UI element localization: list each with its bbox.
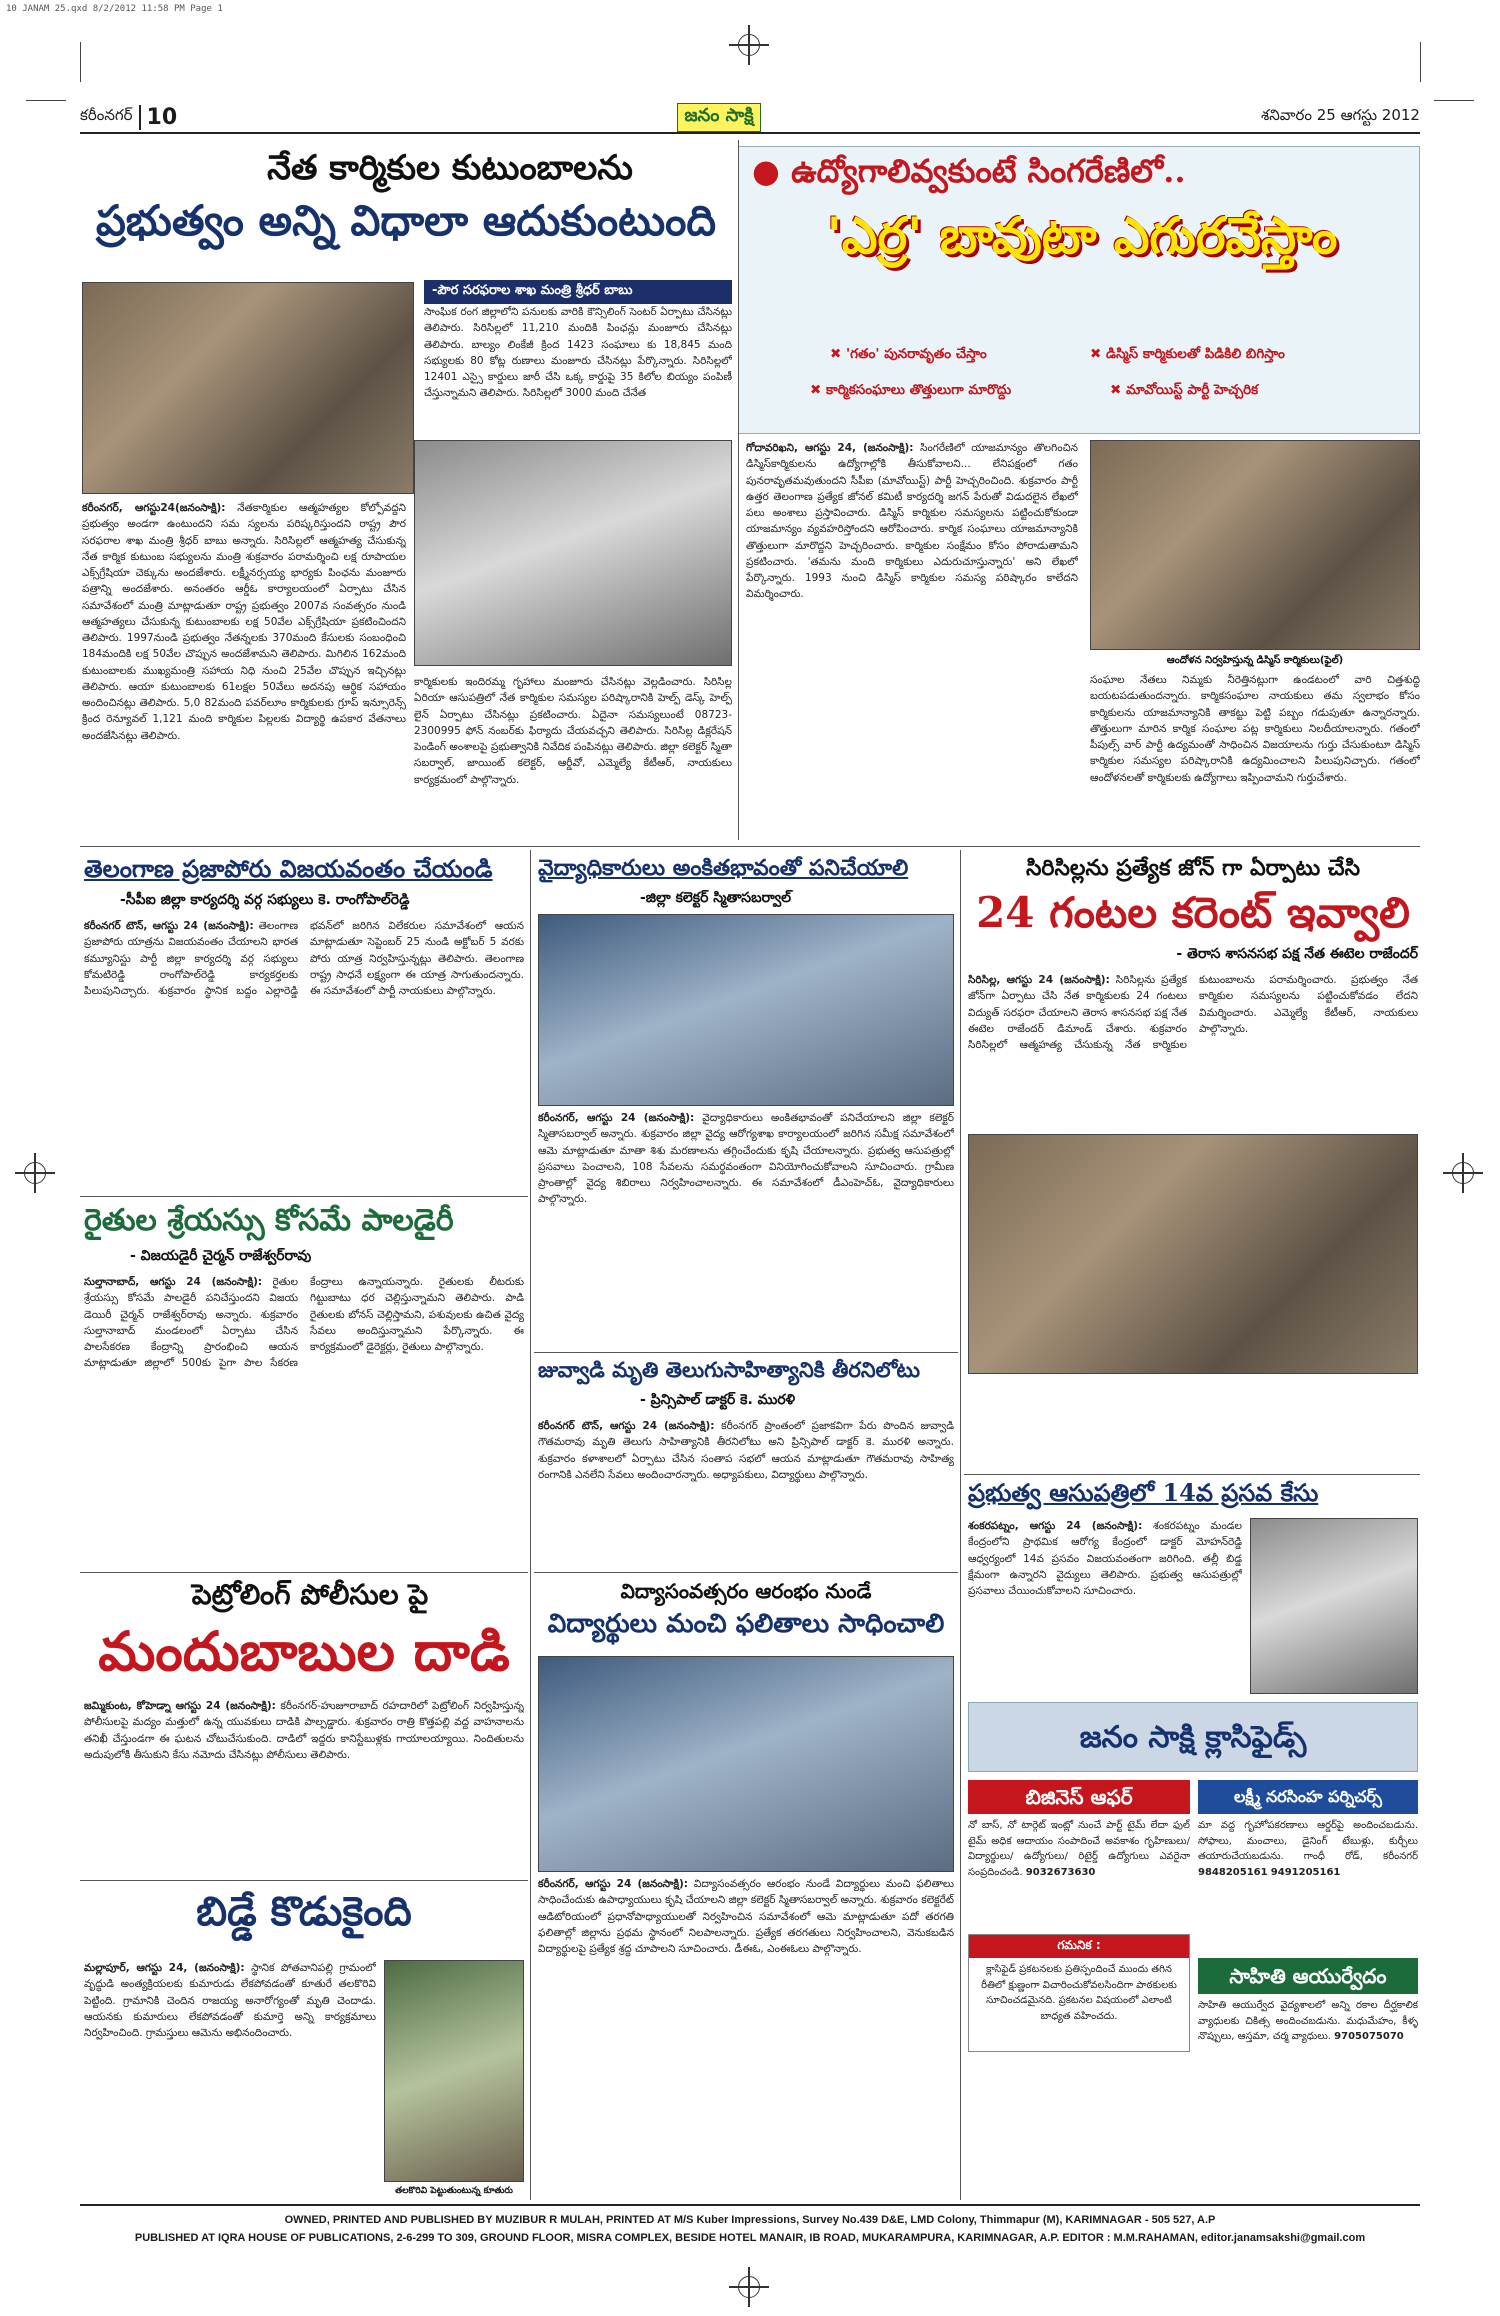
story1-headline-line1: నేత కార్మికుల కుటుంబాలను [267,148,633,188]
business-offer-body [968,1818,1190,1930]
story9-kicker: విద్యాసంవత్సరం ఆరంభం నుండే [620,1579,872,1603]
story5-body-text: కరీంనగర్-హుజూరాబాద్ రహదారిలో పెట్రోలింగ్ నిర్వహిస్తున్న పోలీసులపై మద్యం మత్తులో ఉన్న యువకులు దాడికి పాల్పడ్డారు. శుక్రవారం రాత్రి కొత్తపల్లి వద్ద వాహనాలను తనిఖీ చేస్తుండగా ఈ ఘటన చోటుచేసుకుంది. దాడిలో ఇద్దరు కానిస్టేబుళ్లకు గాయాలయ్యాయి. నిందితులను అదుపులోకి తీసుకుని కేసు నమోదు చేసినట్లు పోలీసులు తెలిపారు. [84,1700,524,1761]
story10-kicker: సిరిసిల్లను ప్రత్యేక జోన్ గా ఏర్పాటు చేసి [1025,855,1361,881]
story10-body-text: సిరిసిల్లను ప్రత్యేక జోన్‌గా ఏర్పాటు చేసి నేత కార్మికులకు 24 గంటలు విద్యుత్ సరఫరా చేయాలని తెరాస శాసనసభ పక్ష నేత ఈటెల రాజేందర్ డిమాండ్ చేశారు. శుక్రవారం సిరిసిల్లలో ఆత్మహత్య చేసుకున్న నేత కార్మికుల కుటుంబాలను పరామర్శించారు. ప్రభుత్వం నేత కార్మికుల సమస్యలను పట్టించుకోవడం లేదని విమర్శించారు. ఎమ్మెల్యే కేటీఆర్, నాయకులు పాల్గొన్నారు. [968,974,1418,1052]
page-number: 10 [139,105,178,130]
story1-body-left [82,500,406,834]
story2-headline: 'ఎర్ర' బావుటా ఎగురవేస్తాం [826,206,1338,265]
crop-mark [80,42,81,82]
story7-headline: వైద్యాధికారులు అంకితభావంతో పనిచేయాలి [538,855,909,881]
divider [964,1474,1420,1475]
story6-body-text: స్థానిక పోతవానిపల్లి గ్రామంలో వృద్ధుడి అంత్యక్రియలకు కుమారుడు లేకపోవడంతో కూతురే తలకొరివి పెట్టింది. గ్రామానికి చెందిన రాజయ్య అనారోగ్యంతో మృతి చెందాడు. ఆయనకు కుమారులు లేకపోవడంతో కుమార్తె అన్ని కార్యక్రమాలు నిర్వహించింది. గ్రామస్తులు ఆమెను అభినందించారు. [84,1962,376,2040]
story2-photo-caption: ఆందోళన నిర్వహిస్తున్న డిస్మిస్ కార్మికులు(ఫైల్) [1166,655,1344,666]
story2-body-2: సంఘాల నేతలు నిమ్మకు నీరెత్తినట్లుగా ఉండటంలో వారి చిత్తశుద్ధి బయటపడుతుందన్నారు. కార్మికసంఘాల నాయకులు తమ స్వలాభం కోసం కార్మికులను యాజమాన్యానికి తాకట్టు పెట్టి పబ్బం గడుపుతూ ఉన్నారన్నారు. తొత్తులుగా మారిన కార్మిక సంఘాల పట్ల కార్మికులు నిలదీయాలన్నారు. గతంలో పీపుల్స్ వార్ పార్టీ ఉద్యమంతో సాధించిన విజయాలను గుర్తు చేసుకుంటూ డిస్మిస్ కార్మికుల సమస్యల పరిష్కారానికి ఉద్యమించాలని పిలుపునిచ్చారు. గతంలో ఆందోళనలతో కార్మికులకు ఉద్యోగాలు ఇప్పించామని గుర్తుచేశారు. [1090,674,1420,784]
section-divider [80,846,1420,847]
story5-dateline: జమ్మికుంట, కోహెడ్నా ఆగస్టు 24 (జనంసాక్షి): [84,1700,276,1712]
story9-dateline: కరీంనగర్, ఆగస్టు 24 (జనంసాక్షి): [538,1878,688,1890]
imprint-line-1: OWNED, PRINTED AND PUBLISHED BY MUZIBUR R MULAH, PRINTED AT M/S Kuber Impressions, Survey No.439 D&E, LMD Colony, Thimmapur (M), KARIMNAGAR - 505 527, A.P [284,2214,1216,2226]
story7-body [538,1110,954,1348]
story1-headline-line2: ప్రభుత్వం అన్ని విధాలా ఆదుకుంటుంది [95,196,717,245]
divider [534,1572,958,1573]
sahithi-ayurvedam-title: సాహితి ఆయుర్వేదం [1198,1958,1418,1994]
story1-byline: -పౌర సరఫరాల శాఖ మంత్రి శ్రీధర్ బాబు [424,280,732,304]
page-header [80,102,1420,134]
story10-dateline: సిరిసిల్ల, ఆగస్టు 24 (జనంసాక్షి): [968,974,1110,986]
story2-point-2: ✖ డిస్మిస్ కార్మికులతో పిడికిలి బిగిస్తాం [1090,346,1285,362]
divider [80,1196,528,1197]
registration-mark-top [738,34,760,56]
story6-photo [384,1960,524,2182]
lakshmi-furniture-body [1198,1818,1418,1950]
sahithi-ayurvedam-body [1198,1998,1418,2114]
story11-headline: ప్రభుత్వ ఆసుపత్రిలో 14వ ప్రసవ కేసు [968,1478,1319,1507]
story5-headline: మందుబాబుల దాడి [98,1619,510,1683]
story2-dateline: గోదావరిఖని, ఆగస్టు 24, (జనంసాక్షి): [746,442,914,454]
lakshmi-furniture-phone1: 9848205161 [1198,1866,1268,1878]
story10-photo [968,1134,1418,1374]
story2-point-3: ✖ కార్మికసంఘాలు తొత్తులుగా మారొద్దు [810,382,1012,398]
story2-point-3-text: కార్మికసంఘాలు తొత్తులుగా మారొద్దు [826,382,1012,398]
lakshmi-furniture-text: మా వద్ద గృహోపకరణాలు ఆర్డర్‌పై అందించబడును. సోఫాలు, మంచాలు, డైనింగ్ టేబుళ్లు, కుర్చీలు తయారుచేయబడును. [1198,1820,1418,1862]
story9-body [538,1876,954,2200]
lakshmi-furniture-phone2: 9491205161 [1270,1866,1341,1878]
story1-body-right: సాంఘిక రంగ జిల్లాలోని పనులకు వారికి కౌన్సిలింగ్ సెంటర్ ఏర్పాటు చేసినట్లు తెలిపారు. సిరిసిల్లలో 11,210 మందికి పింఛన్లు మంజూరు చేసినట్లు తెలిపారు. బాల్యం లింకేజీ క్రింద 1423 సంఘాలు కు 18,845 మంది సభ్యులకు 80 కోట్ల రుణాలు మంజూరు చేసినట్లు పేర్కొన్నారు. సిరిసిల్లలో 12401 ఎస్సై కార్డులు జారీ చేసి ఒక్క కార్డుపై 35 కిలోల బియ్యం పంపిణీ చేస్తున్నామని తెలిపారు. సిరిసిల్లలో 3000 మంది చేనేత [424,306,732,400]
district-name: కరీంనగర్ [80,106,133,124]
story3-body-text: తెలంగాణ ప్రజాపోరు యాత్రను విజయవంతం చేయాలని భారత కమ్యూనిస్టు పార్టీ జిల్లా కార్యదర్శి వర్గ సభ్యులు కోమటిరెడ్డి రాంగోపాల్‌రెడ్డి కార్యకర్తలకు పిలుపునిచ్చారు. శుక్రవారం స్థానిక బద్దం ఎల్లారెడ్డి భవన్‌లో జరిగిన విలేకరుల సమావేశంలో ఆయన మాట్లాడుతూ సెప్టెంబర్ 25 నుండి అక్టోబర్ 5 వరకు పోరు యాత్ర నిర్వహిస్తున్నట్లు తెలిపారు. తెలంగాణ రాష్ట్ర సాధనే లక్ష్యంగా ఈ యాత్ర సాగుతుందన్నారు. ఈ సమావేశంలో పార్టీ నాయకులు పాల్గొన్నారు. [84,920,524,998]
story8-byline: - ప్రిన్సిపాల్ డాక్టర్ కె. మురళి [640,1392,796,1408]
story8-headline: జువ్వాడి మృతి తెలుగుసాహిత్యానికి తీరనిలోటు [538,1357,921,1382]
story9-body-text: విద్యాసంవత్సరం ఆరంభం నుండే విద్యార్థులు మంచి ఫలితాలు సాధించేందుకు ఉపాధ్యాయులు కృషి చేయాలని జిల్లా కలెక్టర్ స్మితాసబర్వాల్ అన్నారు. శుక్రవారం కలెక్టరేట్ ఆడిటోరియంలో ప్రధానోపాధ్యాయులతో నిర్వహించిన సమావేశంలో ఆమె మాట్లాడుతూ పదో తరగతి ఫలితాల్లో జిల్లాను ప్రథమ స్థానంలో నిలపాలన్నారు. ప్రత్యేక తరగతులు నిర్వహించాలని, వెనుకబడిన విద్యార్థులపై ప్రత్యేక శ్రద్ధ చూపాలని సూచించారు. డీఈఓ, ఎంఈఓలు పాల్గొన్నారు. [538,1878,954,1956]
story2-kicker-text: ఉద్యోగాలివ్వకుంటే సింగరేణిలో.. [791,152,1186,190]
story6-dateline: మల్లాపూర్‌, ఆగస్టు 24, (జనంసాక్షి): [84,1962,245,1974]
story2-photo [1090,440,1420,650]
story10-byline: - తెరాస శాసనసభ పక్ష నేత ఈటెల రాజేందర్ [1176,946,1418,962]
story8-body-text: కరీంనగర్ ప్రాంతంలో ప్రజాకవిగా పేరు పొందిన జువ్వాడి గౌతమరావు మృతి తెలుగు సాహిత్యానికి తీరనిలోటు అని ప్రిన్సిపాల్ డాక్టర్ కె. మురళి అన్నారు. శుక్రవారం కళాశాలలో ఏర్పాటు చేసిన సంతాప సభలో ఆయన మాట్లాడుతూ గౌతమరావు సాహిత్య రంగానికి ఎనలేని సేవలు అందించారన్నారు. అధ్యాపకులు, విద్యార్థులు పాల్గొన్నారు. [538,1420,954,1481]
business-offer-phone: 9032673630 [1025,1866,1096,1878]
story2-body-3-text: కార్మికుల సంక్షేమం కోసం పోరాడుతామని ప్రకటించారు. 'తమను మంది కార్మికులు ఎదురుచూస్తున్నారు' అని లేఖలో పేర్కొన్నారు. 1993 నుంచి డిస్మిస్ కార్మికుల సమస్య పరిష్కారం కాలేదని విమర్శించారు. [746,539,1078,601]
story4-headline: రైతుల శ్రేయస్సు కోసమే పాలడైరీ [84,1203,454,1238]
classifieds-banner-title: జనం సాక్షి క్లాసిఫైడ్స్ [1079,1719,1307,1755]
story7-dateline: కరీంనగర్, ఆగస్టు 24 (జనంసాక్షి): [538,1112,695,1124]
classified-notice-title: గమనిక : [969,1935,1189,1958]
story11-body-text: శంకరపట్నం మండల కేంద్రంలోని ప్రాథమిక ఆరోగ్య కేంద్రంలో డాక్టర్ మోహన్‌రెడ్డి ఆధ్వర్యంలో 14వ ప్రసవం విజయవంతంగా జరిగింది. తల్లీ బిడ్డ క్షేమంగా ఉన్నారని వైద్యులు తెలిపారు. ప్రభుత్వ ఆసుపత్రుల్లో ప్రసవాలు చేయించుకోవాలని సూచించారు. [968,1520,1242,1598]
story1-body-mid: కార్మికులకు ఇందిరమ్మ గృహాలు మంజూరు చేసినట్లు వెల్లడించారు. సిరిసిల్ల ఏరియా ఆసుపత్రిలో నేత కార్మికుల సమస్యల పరిష్కారానికి హెల్ప్ డెస్క్ హెల్ప్ లైన్ ఏర్పాటు చేసినట్లు ప్రకటించారు. ఏదైనా సమస్యలుంటే 08723-2300995 ఫోన్ నంబర్‌కు ఫిర్యాదు చేయవచ్చని తెలిపారు. సిరిసిల్ల డిక్లరేషన్ పెండింగ్ అంశాలపై ప్రభుత్వానికి నివేదిక పంపినట్లు తెలిపారు. జిల్లా కలెక్టర్ స్మితా సబర్వాల్, జాయింట్ కలెక్టర్, ఆర్డీవో, ఎమ్మెల్యే కేటీఆర్, నాయకులు కార్యక్రమంలో పాల్గొన్నారు. [414,676,732,786]
classifieds-banner [968,1702,1418,1772]
story10-headline: 24 గంటల కరెంట్ ఇవ్వాలి [976,888,1410,937]
column-rule [738,140,739,840]
story6-photo-caption: తలకొరివి పెట్టుతుంటున్న కూతురు [395,2186,513,2196]
crop-mark [1420,42,1421,82]
sahithi-ayurvedam-text: సాహితి ఆయుర్వేద వైద్యశాలలో అన్ని రకాల దీర్ఘకాలిక వ్యాధులకు చికిత్స అందించబడును. మధుమేహం, కీళ్ళ నొప్పులు, ఆస్తమా, చర్మ వ్యాధులు. [1198,2000,1418,2042]
story10-body [968,972,1418,1130]
divider [80,1880,528,1881]
story3-body [84,918,524,1192]
registration-mark-bottom [738,2276,760,2298]
story2-point-1: ✖ 'గతం' పునరావృతం చేస్తాం [830,346,987,362]
story8-body [538,1418,954,1570]
classified-notice [968,1934,1190,2052]
imprint-line-2: PUBLISHED AT IQRA HOUSE OF PUBLICATIONS, 2-6-299 TO 309, GROUND FLOOR, MISRA COMPLEX, BESIDE HOTEL MANAIR, IB ROAD, MUKARAMPURA, KARIMNAGAR, A.P. EDITOR : M.M.RAHAMAN, editor.janamsakshi@gmail.com [134,2231,1366,2244]
story5-kicker: పెట్రోలింగ్ పోలీసుల పై [191,1578,429,1611]
story11-body [968,1518,1242,1694]
story9-photo [538,1656,954,1872]
print-slug: 10 JANAM 25.qxd 8/2/2012 11:58 PM Page 1 [6,4,223,14]
story6-headline: బిడ్డే కొడుకైంది [196,1888,412,1935]
registration-mark-left [24,1162,46,1184]
story2-point-4: ✖ మావోయిస్ట్ పార్టీ హెచ్చరిక [1110,382,1259,398]
business-offer-text: నో బాస్, నో టార్గెట్ ఇంట్లో నుంచే పార్ట్ టైమ్ లేదా ఫుల్ టైమ్ అధిక ఆదాయం సంపాదించే అవకాశం గృహిణులు/ విద్యార్థులు/ ఉద్యోగులు/ రిటైర్డ్ ఉద్యోగులు ఎవరైనా సంప్రదించండి. [968,1820,1190,1878]
crop-mark [26,100,66,101]
column-rule [960,850,961,2200]
sahithi-ayurvedam-phone: 9705075070 [1334,2031,1404,2042]
imprint-footer [80,2204,1420,2247]
column-rule [530,850,531,2200]
story7-photo [538,914,954,1106]
classified-notice-text: క్లాసిఫైడ్ ప్రకటనలకు ప్రతిస్పందించే ముందు తగిన రీతిలో క్షుణ్ణంగా విచారించుకోవలసిందిగా పాఠకులకు సూచించడమైనది. ప్రకటనల విషయంలో ఎలాంటి బాధ్యత వహించదు. [981,1964,1177,2022]
story11-dateline: శంకరపట్నం, ఆగస్టు 24 (జనంసాక్షి): [968,1520,1143,1532]
issue-date: శనివారం 25 ఆగస్టు 2012 [1260,106,1420,124]
lakshmi-furniture-address: గాంధీ రోడ్, కరీంనగర్ [1303,1851,1418,1862]
story4-body [84,1274,524,1568]
story5-body [84,1698,524,1868]
story2-point-4-text: మావోయిస్ట్ పార్టీ హెచ్చరిక [1126,382,1259,398]
story3-byline: -సీపీఐ జిల్లా కార్యదర్శి వర్గ సభ్యులు కె. రాంగోపాల్‌రెడ్డి [120,892,410,908]
story1-photo-left [82,282,414,494]
story4-dateline: సుల్తానాబాద్, ఆగస్టు 24 (జనంసాక్షి): [84,1276,263,1288]
story11-photo [1250,1518,1418,1694]
story4-byline: - విజయడైరీ చైర్మన్ రాజేశ్వర్‌రావు [130,1248,312,1264]
story1-photo-mid [414,440,732,666]
lakshmi-furniture-title: లక్ష్మీ నరసింహ పర్నిచర్స్ [1198,1780,1418,1814]
story4-body-text: రైతుల శ్రేయస్సు కోసమే పాలడైరీ పనిచేస్తుందని విజయ డెయిరీ చైర్మన్ రాజేశ్వర్‌రావు అన్నారు. శుక్రవారం సుల్తానాబాద్ మండలంలో ఏర్పాటు చేసిన పాలసేకరణ కేంద్రాన్ని ప్రారంభించి ఆయన మాట్లాడుతూ జిల్లాలో 500కు పైగా పాల సేకరణ కేంద్రాలు ఉన్నాయన్నారు. రైతులకు లీటరుకు గిట్టుబాటు ధర చెల్లిస్తున్నామని తెలిపారు. పాడి రైతులకు బోనస్ చెల్లిస్తామని, పశువులకు ఉచిత వైద్య సేవలు అందిస్తున్నామని పేర్కొన్నారు. ఈ కార్యక్రమంలో డైరెక్టర్లు, రైతులు పాల్గొన్నారు. [84,1276,524,1370]
divider [534,1352,958,1353]
crop-mark [1434,100,1474,101]
story3-dateline: కరీంనగర్ టౌన్, ఆగస్టు 24 (జనంసాక్షి): [84,920,254,932]
story3-headline: తెలంగాణ ప్రజాపోరు విజయవంతం చేయండి [84,854,493,883]
masthead-logo: జనం సాక్షి [677,103,760,132]
story9-headline: విద్యార్థులు మంచి ఫలితాలు సాధించాలి [547,1609,945,1639]
story2-body-1 [746,440,1078,834]
story8-dateline: కరీంనగర్ టౌన్, ఆగస్టు 24 (జనంసాక్షి): [538,1420,715,1432]
story2-point-1-text: 'గతం' పునరావృతం చేస్తాం [846,346,987,362]
story1-body-left-text: నేతకార్మికుల ఆత్మహత్యల కోల్పోవద్దని ప్రభుత్వం అండగా ఉంటుందని సమ స్యలను పరిష్కరిస్తుందని రాష్ట్ర పౌర సరఫరాల శాఖ మంత్రి శ్రీధర్ బాబు అన్నారు. సిరిసిల్లలో ఆత్మహత్య చేసుకున్న నేత కార్మిక కుటుంబ సభ్యులను మంత్రి శుక్రవారం పరామర్శించి లక్ష రూపాయల ఎక్స్‌గ్రేషియా చెక్కును అందజేశారు. లక్ష్మీనర్సయ్య భార్యకు పింఛను మంజూరు పత్రాన్ని అందజేశారు. అనంతరం ఆర్డీఓ కార్యాలయంలో ఏర్పాటు చేసిన సమావేశంలో మంత్రి మాట్లాడుతూ రాష్ట్ర ప్రభుత్వం 2007వ సంవత్సరం నుండి ఆత్మహత్యలు చేసుకున్న కుటుంబాలకు లక్ష 50వేల ఎక్స్‌గ్రేషియా ప్రకటించిందని తెలిపారు. 1997నుండి ప్రభుత్వం నేతన్నలకు 370మంది కేసులకు సంబంధించి 184మందికి లక్ష 50వేల చొప్పున అందజేశామని తెలిపారు. మిగిలిన 162మంది కుటుంబాలకు ముఖ్యమంత్రి సహాయ నిధి నుంచి 25వేల చొప్పున ఇచ్చినట్లు తెలిపారు. ఆయా కుటుంబాలకు 61లక్షల 50వేలు అదనపు ఆర్థిక సహాయం అందించినట్లు తెలిపారు. 5,0 82మంది పవర్‌లూం కార్మికులకు గ్రూప్ ఇన్సూరెన్స్ క్రింద రెన్యూవల్ 1,121 మంది కార్మికుల పిల్లలకు విద్యార్థి ఉపకార వేతనాలు అందజేసినట్లు తెలిపారు. [82,502,406,742]
divider [80,1572,528,1573]
story7-body-text: వైద్యాధికారులు అంకితభావంతో పనిచేయాలని జిల్లా కలెక్టర్ స్మితాసబర్వాల్ అన్నారు. శుక్రవారం జిల్లా వైద్య ఆరోగ్యశాఖ కార్యాలయంలో జరిగిన సమీక్ష సమావేశంలో ఆమె మాట్లాడుతూ మాతా శిశు మరణాలను తగ్గించేందుకు కృషి చేయాలన్నారు. ప్రభుత్వ ఆసుపత్రుల్లో ప్రసవాలు పెంచాలని, 108 సేవలను సమర్థవంతంగా వినియోగించుకోవాలని సూచించారు. గ్రామీణ ప్రాంతాల్లో వైద్య శిబిరాలు నిర్వహించాలన్నారు. ఈ సమావేశంలో డీఎంహెచ్‌ఓ, వైద్యాధికారులు పాల్గొన్నారు. [538,1112,954,1206]
story2-point-2-text: డిస్మిస్ కార్మికులతో పిడికిలి బిగిస్తాం [1106,346,1285,362]
story2-kicker: ● ఉద్యోగాలివ్వకుంటే సింగరేణిలో.. [752,152,1186,190]
registration-mark-right [1452,1162,1474,1184]
story7-byline: -జిల్లా కలెక్టర్ స్మితాసబర్వాల్ [640,890,792,906]
header-left [80,105,177,130]
story2-body-1-text: సింగరేణిలో యాజమాన్యం తొలగించిన డిస్మిస్‌కార్మికులను ఉద్యోగాల్లోకి తీసుకోవాలని... లేనిపక్షంలో గతం పునరావృతమవుతుందని సీపీఐ (మావోయిస్ట్) పార్టీ హెచ్చరించింది. శుక్రవారం పార్టీ ఉత్తర తెలంగాణ ప్రత్యేక జోనల్ కమిటీ కార్యదర్శి జగన్ పేరుతో విడుదలైన లేఖలో పలు అంశాలు ప్రస్తావించారు. డిస్మిస్ కార్మికుల సమస్యలను పట్టించుకోకుండా యాజమాన్యం వ్యవహరిస్తోందని ఆరోపించారు. కార్మిక సంఘాలు యాజమాన్యానికి తొత్తులుగా మారొద్దని హెచ్చరించారు. [746,442,1078,552]
story6-body [84,1960,376,2200]
business-offer-title: బిజినెస్ ఆఫర్ [968,1780,1190,1814]
story1-dateline: కరీంనగర్, ఆగస్టు24(జనంసాక్షి): [82,502,226,514]
